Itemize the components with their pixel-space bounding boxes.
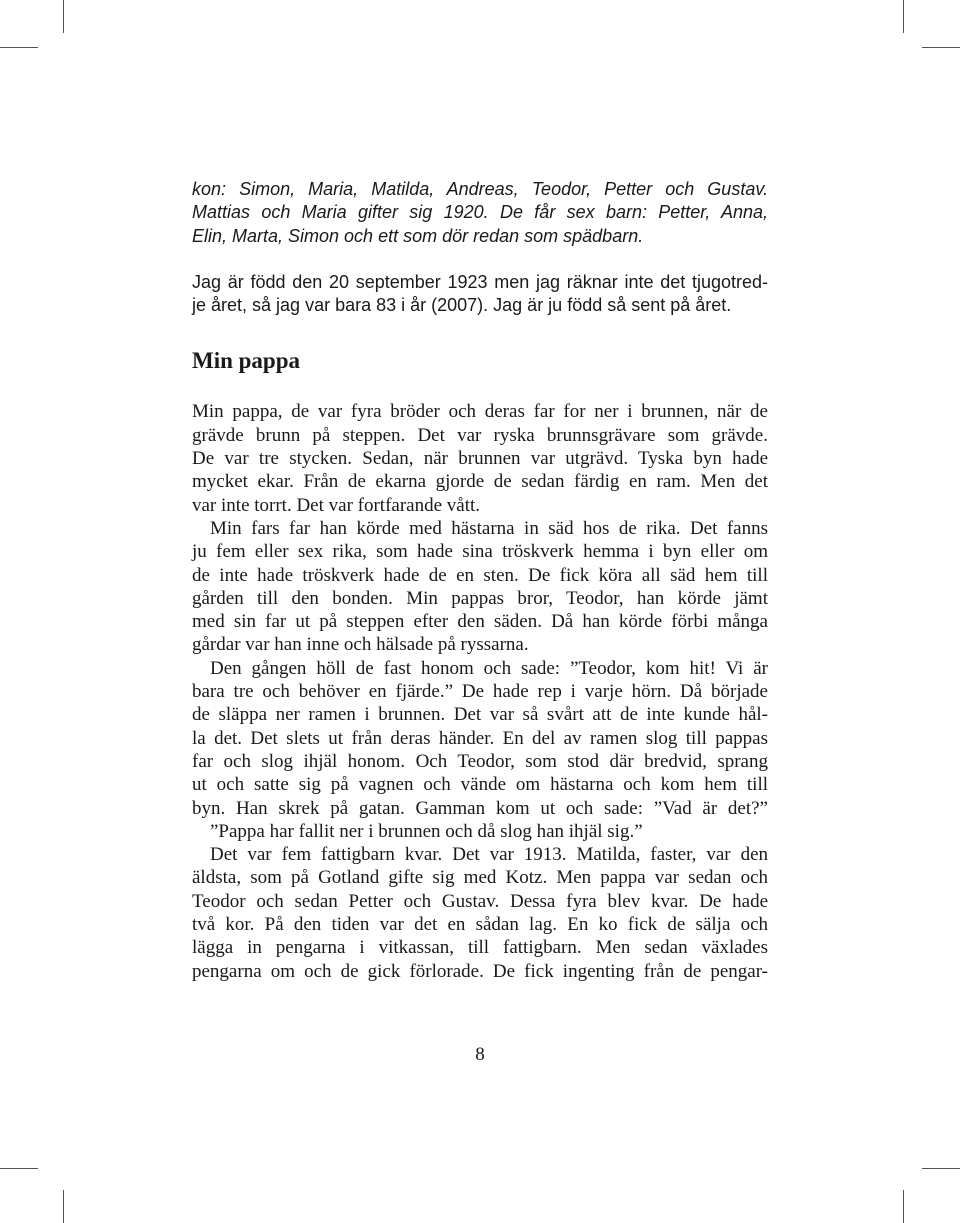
text-line: Min fars far han körde med hästarna in säd hos de rika. Det fanns (210, 517, 768, 539)
crop-mark-top-right-v (903, 0, 904, 33)
text-line: Mattias och Maria gifter sig 1920. De får sex barn: Petter, Anna, (192, 202, 768, 223)
text-line: bara tre och behöver en fjärde.” De hade rep i varje hörn. Då började (192, 681, 768, 703)
text-line: la det. Det slets ut från deras händer. En del av ramen slog till pappas (192, 727, 768, 749)
text-line: lägga in pengarna i vitkassan, till fattigbarn. Men sedan växlades (192, 937, 768, 959)
intro-paragraph (192, 178, 768, 248)
text-line: De var tre stycken. Sedan, när brunnen var utgrävd. Tyska byn hade (192, 448, 768, 470)
crop-mark-bottom-right-h (922, 1168, 960, 1169)
text-line: ju fem eller sex rika, som hade sina tröskverk hemma i byn eller om (192, 541, 768, 563)
text-line: Den gången höll de fast honom och sade: ”Teodor, kom hit! Vi är (210, 657, 768, 679)
text-line: grävde brunn på steppen. Det var ryska brunnsgrävare som grävde. (192, 424, 768, 446)
text-line: de inte hade tröskverk hade de en sten. De fick köra all säd hem till (192, 564, 768, 586)
text-line: Det var fem fattigbarn kvar. Det var 1913. Matilda, faster, var den (210, 844, 768, 866)
text-line: gården till den bonden. Min pappas bror, Teodor, han körde jämt (192, 587, 768, 609)
text-line: med sin far ut på steppen efter den säden. Då han körde förbi många (192, 611, 768, 633)
text-line: var inte torrt. Det var fortfarande vått. (192, 494, 481, 516)
crop-mark-bottom-right-v (903, 1190, 904, 1223)
text-line: två kor. På den tiden var det en sådan lag. En ko fick de sälja och (192, 914, 768, 936)
crop-mark-bottom-left-h (0, 1168, 38, 1169)
text-line: Min pappa, de var fyra bröder och deras far for ner i brunnen, när de (192, 401, 768, 423)
text-line: mycket ekar. Från de ekarna gjorde de sedan färdig en ram. Men det (192, 471, 768, 493)
text-line: Teodor och sedan Petter och Gustav. Dessa fyra blev kvar. De hade (192, 890, 768, 912)
crop-mark-top-left-v (63, 0, 64, 33)
paragraph-orphans (192, 843, 768, 983)
paragraph-grandfather (192, 517, 768, 657)
section-heading: Min pappa (192, 348, 301, 374)
text-line: far och slog ihjäl honom. Och Teodor, som stod där bredvid, sprang (192, 750, 768, 772)
paragraph-accident (192, 657, 768, 843)
text-line: kon: Simon, Maria, Matilda, Andreas, Teodor, Petter och Gustav. (192, 179, 768, 199)
crop-mark-top-left-h (0, 47, 38, 48)
text-line: ”Pappa har fallit ner i brunnen och då slog han ihjäl sig.” (210, 820, 643, 842)
text-line: ut och satte sig på vagnen och vände om hästarna och kom hem till (192, 774, 768, 796)
text-line: byn. Han skrek på gatan. Gamman kom ut och sade: ”Vad är det?” (192, 797, 768, 819)
text-line: Elin, Marta, Simon och ett som dör redan som spädbarn. (192, 225, 644, 246)
page-number: 8 (475, 1044, 485, 1065)
paragraph-well (192, 400, 768, 516)
text-line: äldsta, som på Gotland gifte sig med Kotz. Men pappa var sedan och (192, 867, 768, 889)
crop-mark-bottom-left-v (63, 1190, 64, 1223)
crop-mark-top-right-h (922, 47, 960, 48)
page-body (192, 178, 768, 983)
text-line: de släppa ner ramen i brunnen. Det var så svårt att de inte kunde hål- (192, 704, 768, 726)
text-line: pengarna om och de gick förlorade. De fick ingenting från de pengar- (192, 960, 768, 982)
text-line: Jag är född den 20 september 1923 men jag räknar inte det tjugotred- (192, 271, 768, 292)
text-line: gårdar var han inne och hälsade på ryssarna. (192, 634, 529, 656)
text-line: je året, så jag var bara 83 i år (2007). Jag är ju född så sent på året. (192, 295, 732, 316)
birth-paragraph (192, 271, 768, 318)
